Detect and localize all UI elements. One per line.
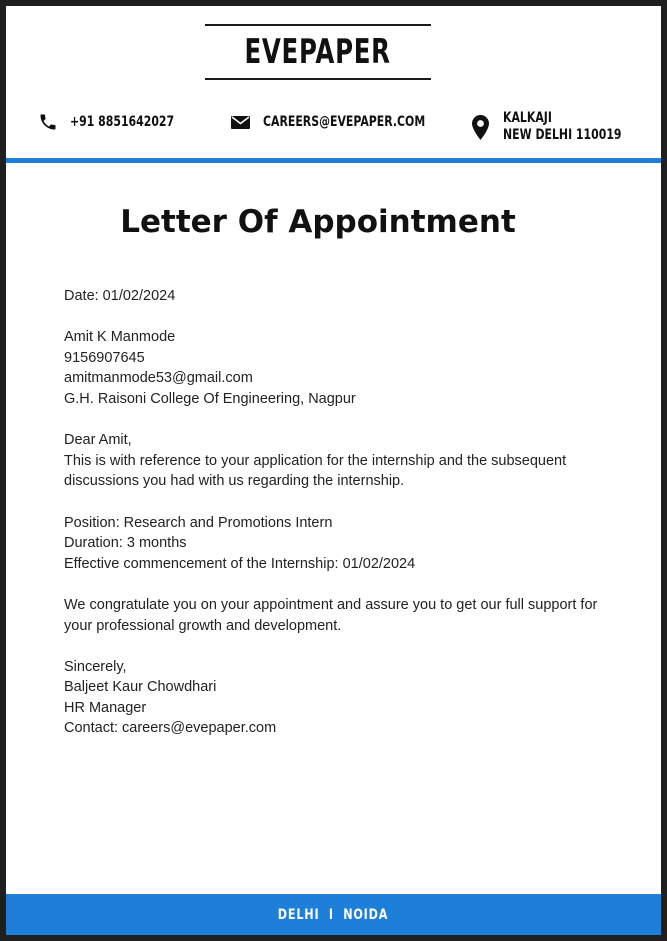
contact-email (231, 114, 471, 131)
recipient-email: amitmanmode53@gmail.com (64, 370, 253, 387)
letter-page (6, 6, 661, 935)
commencement-line: Effective commencement of the Internship: 01/02/2024 (64, 555, 416, 572)
signatory-contact: Contact: careers@evepaper.com (64, 720, 277, 737)
congratulations-paragraph: We congratulate you on your appointment and assure you to get our full support for your professional growth and development. (64, 596, 598, 634)
footer-locations: DELHI I NOIDA (278, 906, 389, 923)
letter-title: Letter Of Appointment (120, 204, 516, 240)
brand-name: EVEPAPER (244, 32, 392, 72)
phone-icon (38, 112, 58, 132)
footer-bar (6, 894, 661, 935)
brand-logo (205, 24, 431, 80)
position-line: Position: Research and Promotions Intern (64, 514, 333, 531)
signatory-name: Baljeet Kaur Chowdhari (64, 679, 217, 696)
closing: Sincerely, (64, 658, 127, 675)
address-line-2: NEW DELHI 110019 (503, 127, 622, 143)
letter-body (64, 286, 604, 739)
envelope-icon (231, 115, 250, 130)
letter-date: Date: 01/02/2024 (64, 288, 176, 304)
contact-phone (38, 112, 204, 132)
recipient-phone: 9156907645 (64, 349, 145, 366)
recipient-college: G.H. Raisoni College Of Engineering, Nagpur (64, 390, 356, 407)
contact-address (472, 110, 655, 144)
signatory-role: HR Manager (64, 699, 147, 716)
email-address: CAREERS@EVEPAPER.COM (263, 114, 426, 130)
phone-number: +91 8851642027 (70, 113, 175, 130)
intro-paragraph: This is with reference to your application for the internship and the subsequent discussions you had with us regarding the internship. (64, 452, 567, 490)
address-line-1: KALKAJI (503, 110, 552, 126)
location-pin-icon (472, 115, 489, 140)
header-divider (6, 158, 661, 163)
greeting: Dear Amit, (64, 432, 132, 449)
duration-line: Duration: 3 months (64, 535, 187, 552)
recipient-name: Amit K Manmode (64, 329, 176, 346)
